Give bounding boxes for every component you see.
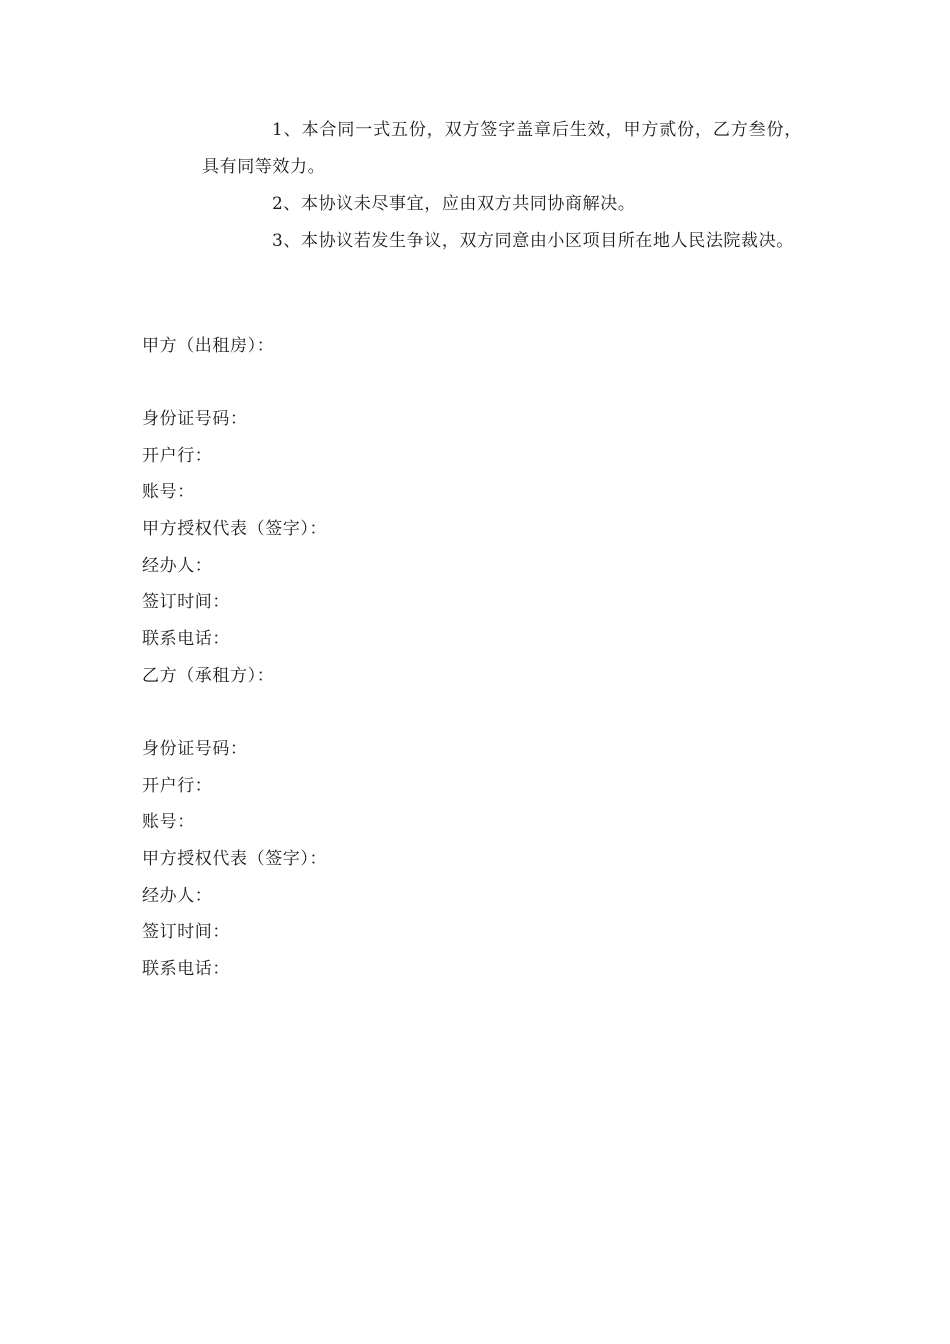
party-a-title: 甲方（出租房）： bbox=[142, 336, 275, 356]
clause-2: 2、本协议未尽事宜，应由双方共同协商解决。 bbox=[272, 194, 636, 214]
party-b-phone-field: 联系电话： bbox=[142, 959, 230, 980]
party-a-account-field: 账号： bbox=[142, 482, 195, 503]
party-b-sign-date-field: 签订时间： bbox=[142, 922, 230, 943]
party-a-bank-field: 开户行： bbox=[142, 445, 213, 466]
contract-clauses bbox=[202, 112, 802, 260]
blank-line bbox=[142, 695, 742, 731]
party-a-representative-field: 甲方授权代表（签字）： bbox=[142, 519, 328, 540]
party-b-section bbox=[142, 658, 742, 988]
party-a-section bbox=[142, 328, 742, 658]
party-a-phone-field: 联系电话： bbox=[142, 629, 230, 650]
party-a-id-number-field: 身份证号码： bbox=[142, 409, 248, 429]
party-b-handler-field: 经办人： bbox=[142, 885, 213, 906]
party-b-bank-field: 开户行： bbox=[142, 775, 213, 796]
party-b-title: 乙方（承租方）： bbox=[142, 666, 275, 686]
party-a-handler-field: 经办人： bbox=[142, 555, 213, 576]
party-b-representative-field: 甲方授权代表（签字）： bbox=[142, 849, 328, 870]
clause-1: 1、本合同一式五份，双方签字盖章后生效，甲方贰份，乙方叁份，具有同等效力。 bbox=[202, 120, 802, 177]
party-b-id-number-field: 身份证号码： bbox=[142, 739, 248, 759]
party-b-account-field: 账号： bbox=[142, 812, 195, 833]
party-a-sign-date-field: 签订时间： bbox=[142, 592, 230, 613]
blank-line bbox=[142, 365, 742, 401]
clause-3: 3、本协议若发生争议，双方同意由小区项目所在地人民法院裁决。 bbox=[272, 231, 794, 251]
